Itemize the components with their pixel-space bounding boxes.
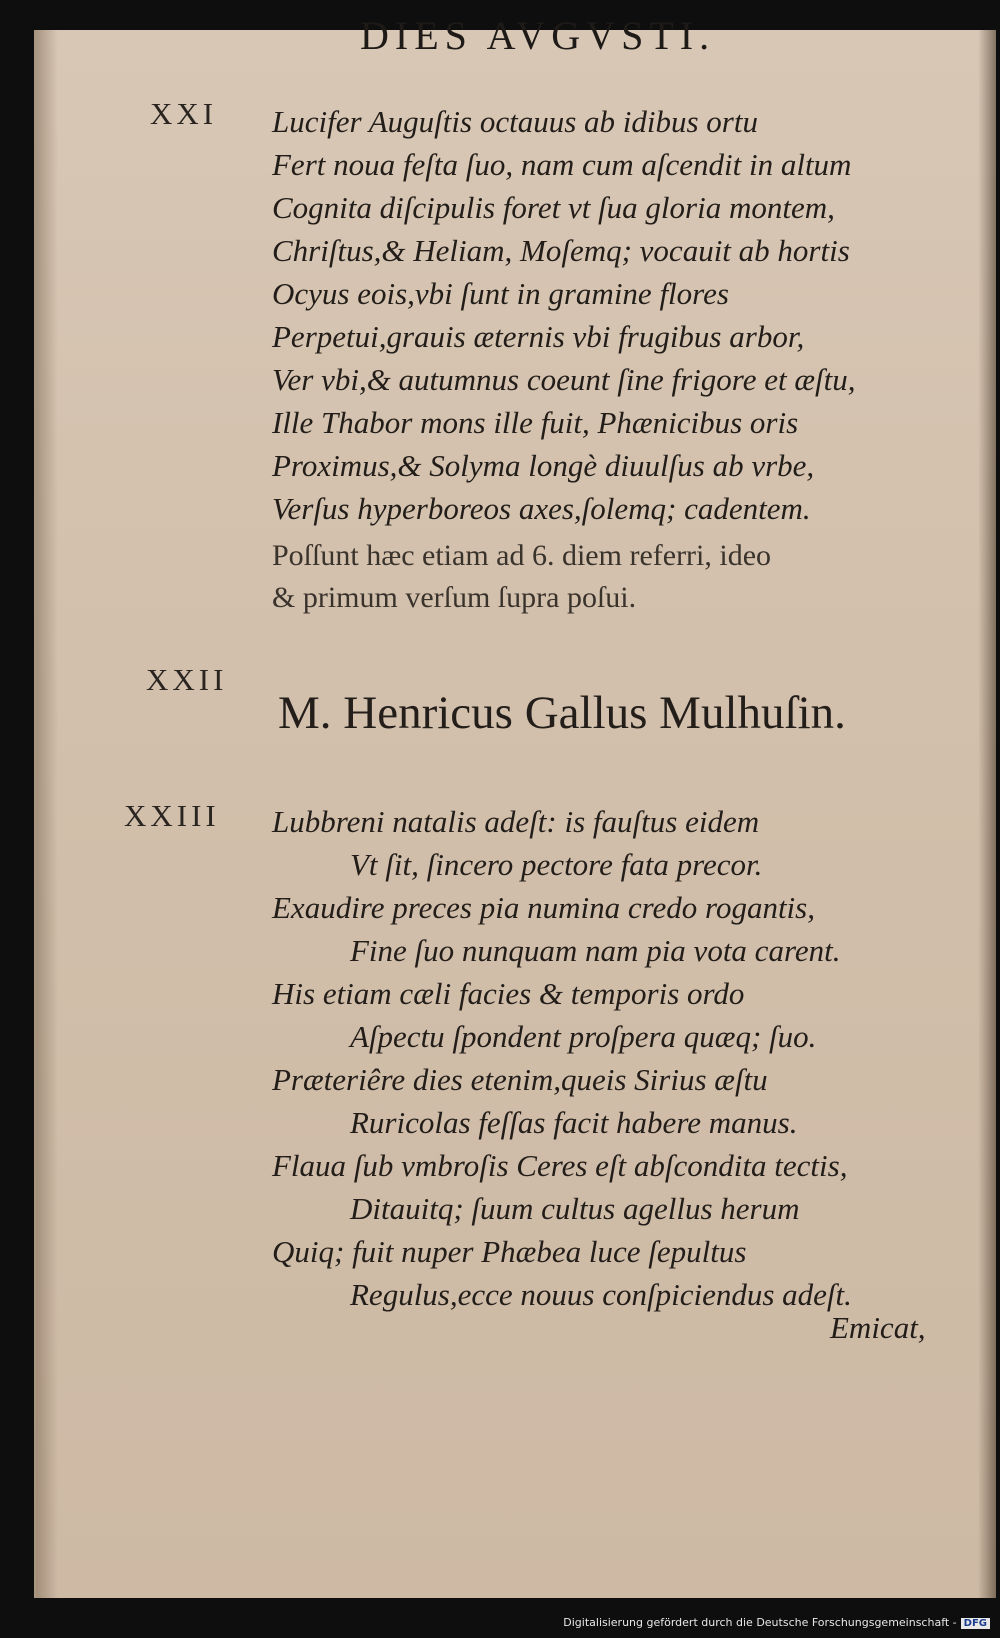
note-line: & primum verſum ſupra poſui. bbox=[272, 581, 637, 614]
dfg-logo: DFG bbox=[961, 1618, 990, 1629]
verse-block-23 bbox=[272, 800, 852, 1316]
footer-text: Digitalisierung gefördert durch die Deutsche Forschungsgemeinschaft - bbox=[563, 1616, 957, 1629]
verse-line: Ruricolas feſſas facit habere manus. bbox=[350, 1105, 798, 1140]
verse-line: Ille Thabor mons ille fuit, Phænicibus oris bbox=[272, 405, 799, 440]
running-header: DIES AVGVSTI. bbox=[360, 13, 716, 58]
verse-line: Fert noua feſta ſuo, nam cum aſcendit in altum bbox=[272, 147, 852, 182]
verse-line: Ocyus eois,vbi ſunt in gramine flores bbox=[272, 276, 729, 311]
entry-name-22: M. Henricus Gallus Mulhuſin. bbox=[278, 687, 846, 739]
verse-line: Ver vbi,& autumnus coeunt ſine frigore et æſtu, bbox=[272, 362, 856, 397]
verse-line: Ditauitq; ſuum cultus agellus herum bbox=[350, 1191, 800, 1226]
verse-line: Fine ſuo nunquam nam pia vota carent. bbox=[350, 933, 841, 968]
day-number-22: XXII bbox=[146, 662, 228, 697]
verse-line: Proximus,& Solyma longè diuulſus ab vrbe, bbox=[272, 448, 815, 483]
verse-line: Quiq; fuit nuper Phæbea luce ſepultus bbox=[272, 1234, 747, 1269]
verse-line: Flaua ſub vmbroſis Ceres eſt abſcondita tectis, bbox=[272, 1148, 848, 1183]
verse-line: Lucifer Auguſtis octauus ab idibus ortu bbox=[272, 104, 758, 139]
verse-line: Vt ſit, ſincero pectore fata precor. bbox=[350, 847, 763, 882]
verse-line: His etiam cæli facies & temporis ordo bbox=[272, 976, 745, 1011]
verse-line: Præteriêre dies etenim,queis Sirius æſtu bbox=[272, 1062, 768, 1097]
note-line: Poſſunt hæc etiam ad 6. diem referri, ideo bbox=[272, 539, 772, 572]
verse-line: Perpetui,grauis æternis vbi frugibus arbor, bbox=[272, 319, 805, 354]
catchword: Emicat, bbox=[830, 1310, 926, 1345]
verse-line: Regulus,ecce nouus conſpiciendus adeſt. bbox=[350, 1277, 852, 1312]
page-edge-shadow bbox=[978, 30, 996, 1598]
verse-line: Exaudire preces pia numina credo rogantis, bbox=[272, 890, 815, 925]
day-number-23: XXIII bbox=[124, 798, 220, 833]
verse-line: Cognita diſcipulis foret vt ſua gloria montem, bbox=[272, 190, 835, 225]
verse-line: Verſus hyperboreos axes,ſolemq; cadentem. bbox=[272, 491, 811, 526]
digitization-footer bbox=[563, 1616, 990, 1629]
note-block-21 bbox=[272, 535, 771, 619]
verse-line: Chriſtus,& Heliam, Moſemq; vocauit ab hortis bbox=[272, 233, 850, 268]
verse-block-21 bbox=[272, 100, 855, 530]
page-gutter-shadow bbox=[36, 30, 58, 1598]
day-number-21: XXI bbox=[150, 96, 218, 131]
verse-line: Aſpectu ſpondent proſpera quæq; ſuo. bbox=[350, 1019, 817, 1054]
verse-line: Lubbreni natalis adeſt: is fauſtus eidem bbox=[272, 804, 760, 839]
